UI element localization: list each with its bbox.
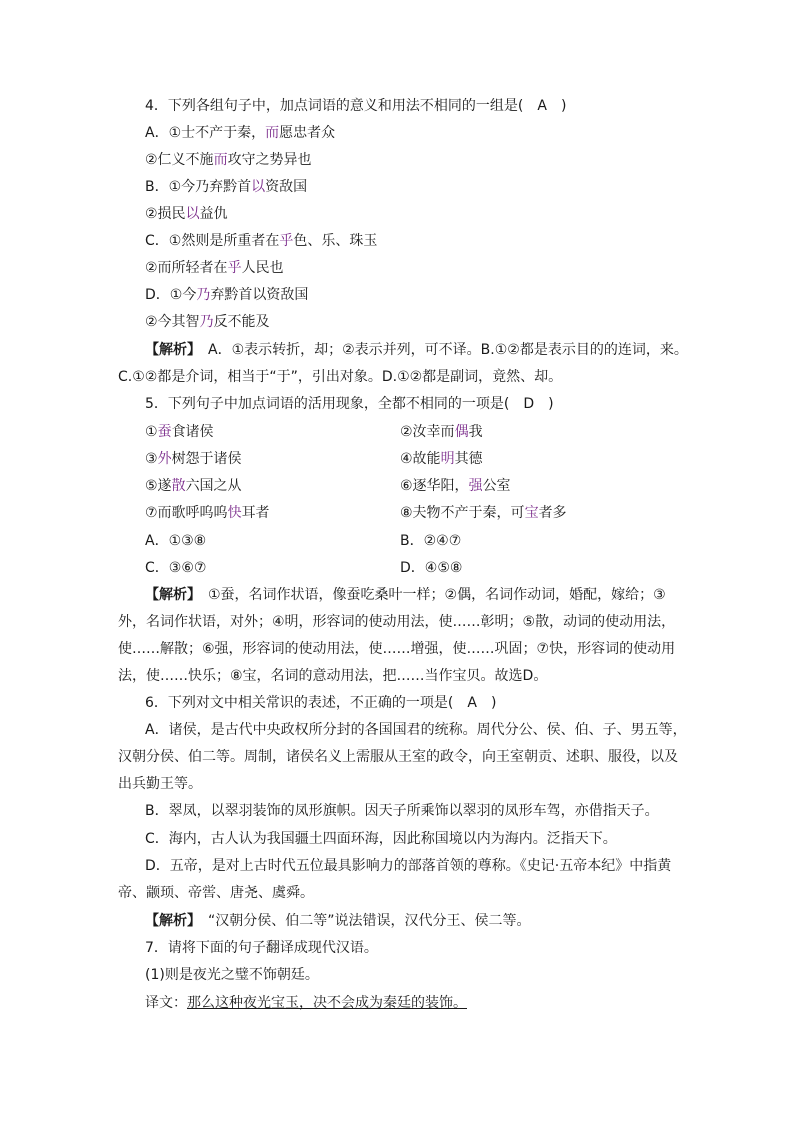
q6-option-a-line1: A．诸侯，是古代中央政权所分封的各国国君的统称。周代分公、侯、伯、子、男五等， [145, 722, 687, 738]
analysis-tag: 【解析】 [145, 587, 194, 603]
q5-item-3: ③外树怨于诸侯 [145, 451, 242, 467]
dotted-word: 乎 [279, 233, 294, 249]
q5-option-c: C．③⑥⑦ [145, 560, 207, 576]
q5-item-4: ④故能明其德 [400, 451, 483, 467]
dotted-word: 而 [213, 152, 228, 168]
translation-answer: 那么这种夜光宝玉，决不会成为秦廷的装饰。 [187, 995, 467, 1011]
q4-option-b1: B．①今乃弃黔首以资敌国 [145, 179, 308, 195]
q5-item-2: ②汝幸而偶我 [400, 424, 483, 440]
analysis-tag: 【解析】 [145, 913, 194, 929]
dotted-word: 乃 [196, 287, 211, 303]
q5-analysis-line4: 法，使……快乐；⑧宝，名词的意动用法，把……当作宝贝。故选D。 [118, 668, 548, 684]
q6-option-a-line3: 出兵勤王等。 [118, 776, 202, 792]
dotted-word: 外 [157, 451, 172, 467]
dotted-word: 宝 [524, 505, 539, 521]
q5-analysis-line3: 使……解散；⑥强，形容词的使动用法，使……增强，使……巩固；⑦快，形容词的使动用 [118, 641, 676, 657]
q6-analysis: 【解析】 “汉朝分侯、伯二等”说法错误，汉代分王、侯二等。 [145, 913, 531, 929]
q6-option-a-line2: 汉朝分侯、伯二等。周制，诸侯名义上需服从王室的政令，向王室朝贡、述职、服役，以及 [118, 749, 678, 765]
q5-analysis-line2: 外，名词作状语，对外；④明，形容词的使动用法，使……彰明；⑤散，动词的使动用法， [118, 614, 676, 630]
q6-stem: 6．下列对文中相关常识的表述，不正确的一项是( A ) [145, 695, 497, 711]
q4-option-a2: ②仁义不施而攻守之势异也 [145, 152, 312, 168]
dotted-word: 偶 [454, 424, 469, 440]
q4-option-c1: C．①然则是所重者在乎色、乐、珠玉 [145, 233, 378, 249]
q5-stem: 5．下列句子中加点词语的活用现象，全都不相同的一项是( D ) [145, 396, 554, 412]
q4-option-b2: ②损民以益仇 [145, 206, 228, 222]
q5-item-1: ①蚕食诸侯 [145, 424, 214, 440]
dotted-word: 明 [440, 451, 455, 467]
dotted-word: 以 [185, 206, 200, 222]
q4-option-d1: D．①今乃弃黔首以资敌国 [145, 287, 309, 303]
q4-stem: 4．下列各组句子中，加点词语的意义和用法不相同的一组是( A ) [145, 98, 567, 114]
q5-item-6: ⑥逐华阳，强公室 [400, 478, 511, 494]
q7-stem: 7．请将下面的句子翻译成现代汉语。 [145, 940, 378, 956]
q6-option-c: C．海内，古人认为我国疆土四面环海，因此称国境以内为海内。泛指天下。 [145, 831, 617, 847]
q5-option-d: D．④⑤⑧ [400, 560, 463, 576]
dotted-word: 以 [251, 179, 266, 195]
q4-option-a1: A．①士不产于秦，而愿忠者众 [145, 125, 336, 141]
dotted-word: 散 [171, 478, 186, 494]
dotted-word: 而 [265, 125, 280, 141]
q5-item-5: ⑤遂散六国之从 [145, 478, 242, 494]
q5-item-7: ⑦而歌呼呜呜快耳者 [145, 505, 270, 521]
q5-option-a: A．①③⑧ [145, 533, 207, 549]
dotted-word: 乎 [227, 260, 242, 276]
dotted-word: 蚕 [157, 424, 172, 440]
q4-option-c2: ②而所轻者在乎人民也 [145, 260, 284, 276]
q5-item-8: ⑧夫物不产于秦，可宝者多 [400, 505, 567, 521]
q4-option-d2: ②今其智乃反不能及 [145, 314, 270, 330]
q6-option-d-line2: 帝、颛顼、帝喾、唐尧、虞舜。 [118, 885, 314, 901]
q7-translation [145, 993, 467, 1013]
q4-analysis-line2: C.①②都是介词，相当于“于”，引出对象。D.①②都是副词，竟然、却。 [118, 369, 563, 385]
q6-option-d-line1: D．五帝，是对上古时代五位最具影响力的部落首领的尊称。《史记·五帝本纪》中指黄 [145, 858, 672, 874]
q7-sentence-1: (1)则是夜光之璧不饰朝廷。 [145, 967, 319, 983]
translation-label: 译文： [145, 995, 187, 1011]
dotted-word: 乃 [199, 314, 214, 330]
analysis-tag: 【解析】 [145, 342, 194, 358]
q5-option-b: B．②④⑦ [400, 533, 462, 549]
q4-analysis-line1: 【解析】 A．①表示转折，却；②表示并列，可不译。B.①②都是表示目的的连词，来。 [145, 342, 688, 358]
dotted-word: 快 [227, 505, 242, 521]
q6-option-b: B．翠凤，以翠羽装饰的凤形旗帜。因天子所乘饰以翠羽的凤形车驾，亦借指天子。 [145, 803, 659, 819]
dotted-word: 强 [468, 478, 483, 494]
q5-analysis-line1: 【解析】 ①蚕，名词作状语，像蚕吃桑叶一样；②偶，名词作动词，婚配，嫁给；③ [145, 587, 666, 603]
